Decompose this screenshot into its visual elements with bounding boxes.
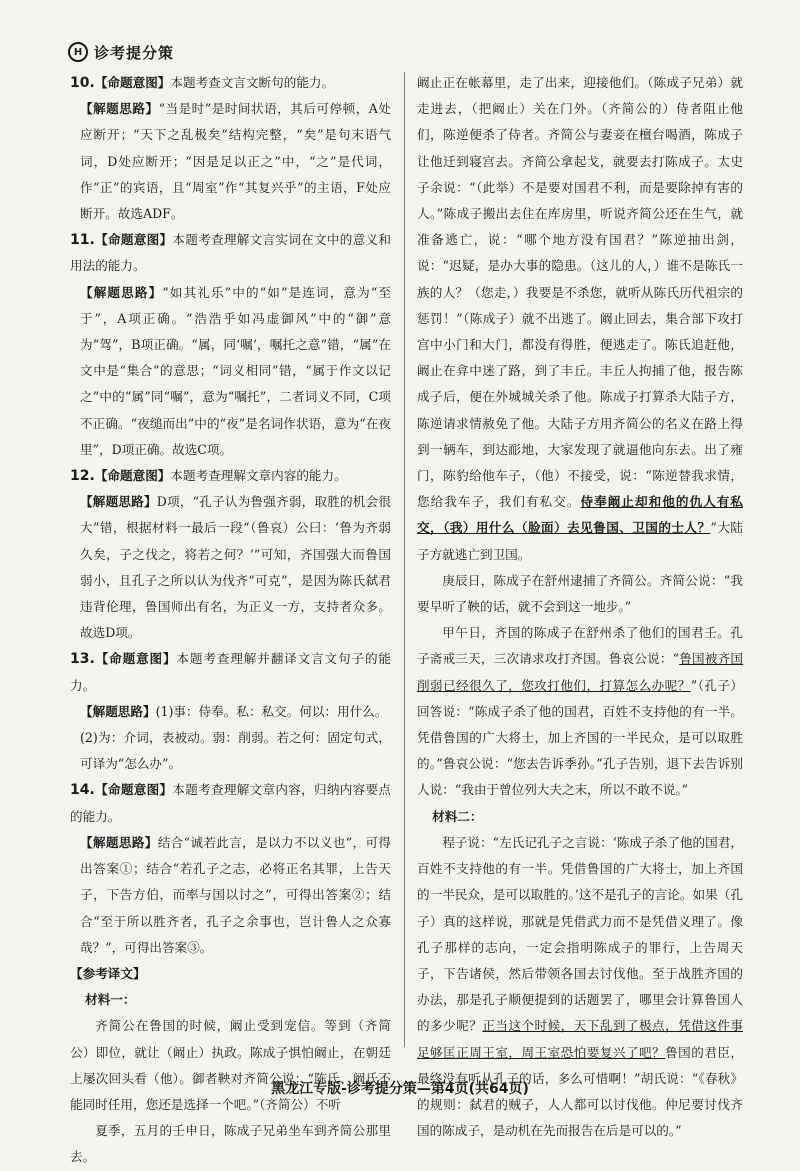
reference-translation-title: 【参考译文】 [70, 965, 146, 981]
question-12-solution: 【解题思路】D项，“孔子认为鲁强齐弱，取胜的机会很大”错，根据材料一最后一段“（鲁哀）公曰：‘鲁为齐弱久矣，子之伐之，将若之何？’”可知，齐国强大而鲁国弱小，且孔子之所以认为伐齐“可克”，是因为陈氏弑君违背伦理，鲁国师出有名，为正义一方，支持者众多。故选D项。 [80, 494, 391, 641]
brand-logo-icon: H [68, 42, 88, 62]
right-column [417, 70, 743, 1144]
page-header [68, 40, 174, 64]
question-14-intent: 14.【命题意图】本题考查理解文章内容，归纳内容要点的能力。 [70, 782, 392, 824]
translation-paragraph-1: 齐简公在鲁国的时候，阚止受到宠信。等到（齐简公）即位，就让（阚止）执政。陈成子惧怕阚止，在朝廷上屡次回头看（他）。御者鞅对齐简公说：“陈氏、阚氏不能同时任用，您还是选择一个吧。”（齐简公）不听 [70, 1018, 391, 1112]
column-divider [404, 72, 405, 1047]
translation-paragraph-2-cont: 阚止正在帐幕里，走了出来，迎接他们。（陈成子兄弟）就走进去，（把阚止）关在门外。（齐简公的）侍者阻止他们，陈逆便杀了侍者。齐简公与妻妾在檀台喝酒，陈成子让他迁到寝宫去。齐简公拿起戈，就要去打陈成子。太史子余说：“（此举）不是要对国君不利，而是要除掉有害的人。”陈成子搬出去住在库房里，听说齐简公还在生气，就准备逃亡，说：“哪个地方没有国君？”陈逆抽出剑，说：“迟疑，是办大事的隐患。（这儿的人，）谁不是陈氏一族的人？（您走，）我要是不杀您，就听从陈氏历代祖宗的惩罚！”（陈成子）就不出逃了。阚止回去，集合部下攻打宫中小门和大门，都没有得胜，便逃走了。陈氏追赶他，阚止在弇中迷了路，到了丰丘。丰丘人拘捕了他，报告陈成子后，便在外城城关杀了他。陈成子打算杀大陆子方，陈逆请求情赦免了他。大陆子方用齐简公的名义在路上得到一辆车，到达耏地，大家发现了就逼他向东去。出了雍门，陈豹给他车子，（他）不接受，说：“陈逆替我求情，您给我车子，我们有私交。侍奉阚止却和他的仇人有私交，（我）用什么（脸面）去见鲁国、卫国的士人？”大陆子方就逃亡到卫国。 [417, 75, 744, 562]
question-13-solution: 【解题思路】(1)事：侍奉。私：私交。何以：用什么。 [80, 703, 388, 719]
translation-paragraph-2: 夏季，五月的壬申日，陈成子兄弟坐车到齐简公那里去。 [70, 1123, 391, 1165]
page-footer: 黑龙江专版-诊考提分策—第4页(共64页) [271, 1081, 529, 1097]
material-2-title: 材料二： [432, 808, 483, 824]
translation-paragraph-4: 甲午日，齐国的陈成子在舒州杀了他们的国君壬。孔子斋戒三天，三次请求攻打齐国。鲁哀公说：“鲁国被齐国削弱已经很久了，您攻打他们，打算怎么办呢？”（孔子）回答说：“陈成子杀了他的国君，百姓不支持他的有一半。凭借鲁国的广大将士，加上齐国的一半民众，是可以取胜的。”鲁哀公说：“您去告诉季孙。”孔子告别，退下去告诉别人说：“我由于曾位列大夫之末，所以不敢不说。” [417, 625, 744, 798]
question-14-solution: 【解题思路】结合“诚若此言，是以力不以义也”，可得出答案①；结合“若孔子之志，必将正名其罪，上告天子，下告方伯，而率与国以讨之”，可得出答案②；结合“至于所以胜齐者，孔子之余事也，岂计鲁人之众寡哉？”，可得出答案③。 [80, 834, 391, 955]
material-1-title: 材料一： [85, 992, 136, 1008]
question-12-intent: 12.【命题意图】本题考查理解文章内容的能力。 [70, 468, 347, 485]
question-11-solution: 【解题思路】“如其礼乐”中的“如”是连词，意为“至于”，A项正确。“浩浩乎如冯虚御风”中的“御”意为“驾”，B项正确。“属，同‘嘱’，嘱托之意”错，“属”在文中是“集合”的意思；“词义相同”错，“属于作文以记之”中的“属”同“嘱”，意为“嘱托”，二者词义不同，C项不正确。“夜缒而出”中的“夜”是名词作状语，意为“在夜里”，D项正确。故选C项。 [80, 284, 391, 457]
question-13-solution-2: (2)为：介词，表被动。弱：削弱。若之何：固定句式，可译为“怎么办”。 [80, 730, 391, 772]
question-11-intent: 11.【命题意图】本题考查理解文言实词在文中的意义和用法的能力。 [70, 232, 392, 274]
brand-name: 诊考提分策 [94, 43, 175, 62]
translation-paragraph-3: 庚辰日，陈成子在舒州逮捕了齐简公。齐简公说：“我要早听了鞅的话，就不会到这一地步。” [417, 572, 743, 615]
question-10-intent: 10.【命题意图】本题考查文言文断句的能力。 [70, 75, 335, 91]
question-10-solution: 【解题思路】“当是时”是时间状语，其后可停顿，A处应断开；“天下之乱极矣”结构完整，“矣”是句末语气词，D处应断开；“因是足以正之”中，“之”是代词，作“正”的宾语，且“周室”作“其复兴乎”的主语，F处应断开。故选ADF。 [80, 101, 391, 222]
left-column [70, 70, 391, 1171]
underlined-sentence-1: 侍奉阚止却和他的仇人有私交，（我）用什么（脸面）去见鲁国、卫国的士人？ [417, 494, 744, 536]
translation-paragraph-5: 程子说：“左氏记孔子之言说：‘陈成子杀了他的国君，百姓不支持他的有一半。凭借鲁国的广大将士，加上齐国的一半民众，是可以取胜的。’这不是孔子的言论。如果（孔子）真的这样说，那就是凭借武力而不是凭借义理了。像孔子那样的志向，一定会指明陈成子的罪行，上告周天子，下告诸侯，然后带领各国去讨伐他。至于战胜齐国的办法，那是孔子顺便提到的话题罢了，哪里会计算鲁国人的多少呢？正当这个时候，天下乱到了极点，凭借这件事足够匡正周王室，周王室恐怕要复兴了吧？鲁国的君臣，最终没有听从孔子的话，多么可惜啊！”胡氏说：“《春秋》的规则：弑君的贼子，人人都可以讨伐他。仲尼要讨伐齐国的陈成子，是动机在先而报告在后是可以的。” [417, 834, 744, 1139]
question-13-intent: 13.【命题意图】本题考查理解并翻译文言文句子的能力。 [70, 651, 392, 693]
underlined-sentence-3: 正当这个时候，天下乱到了极点，凭借这件事足够匡正周王室，周王室恐怕要复兴了吧？ [417, 1018, 744, 1060]
underlined-sentence-2: 鲁国被齐国削弱已经很久了，您攻打他们，打算怎么办呢？ [417, 651, 743, 693]
